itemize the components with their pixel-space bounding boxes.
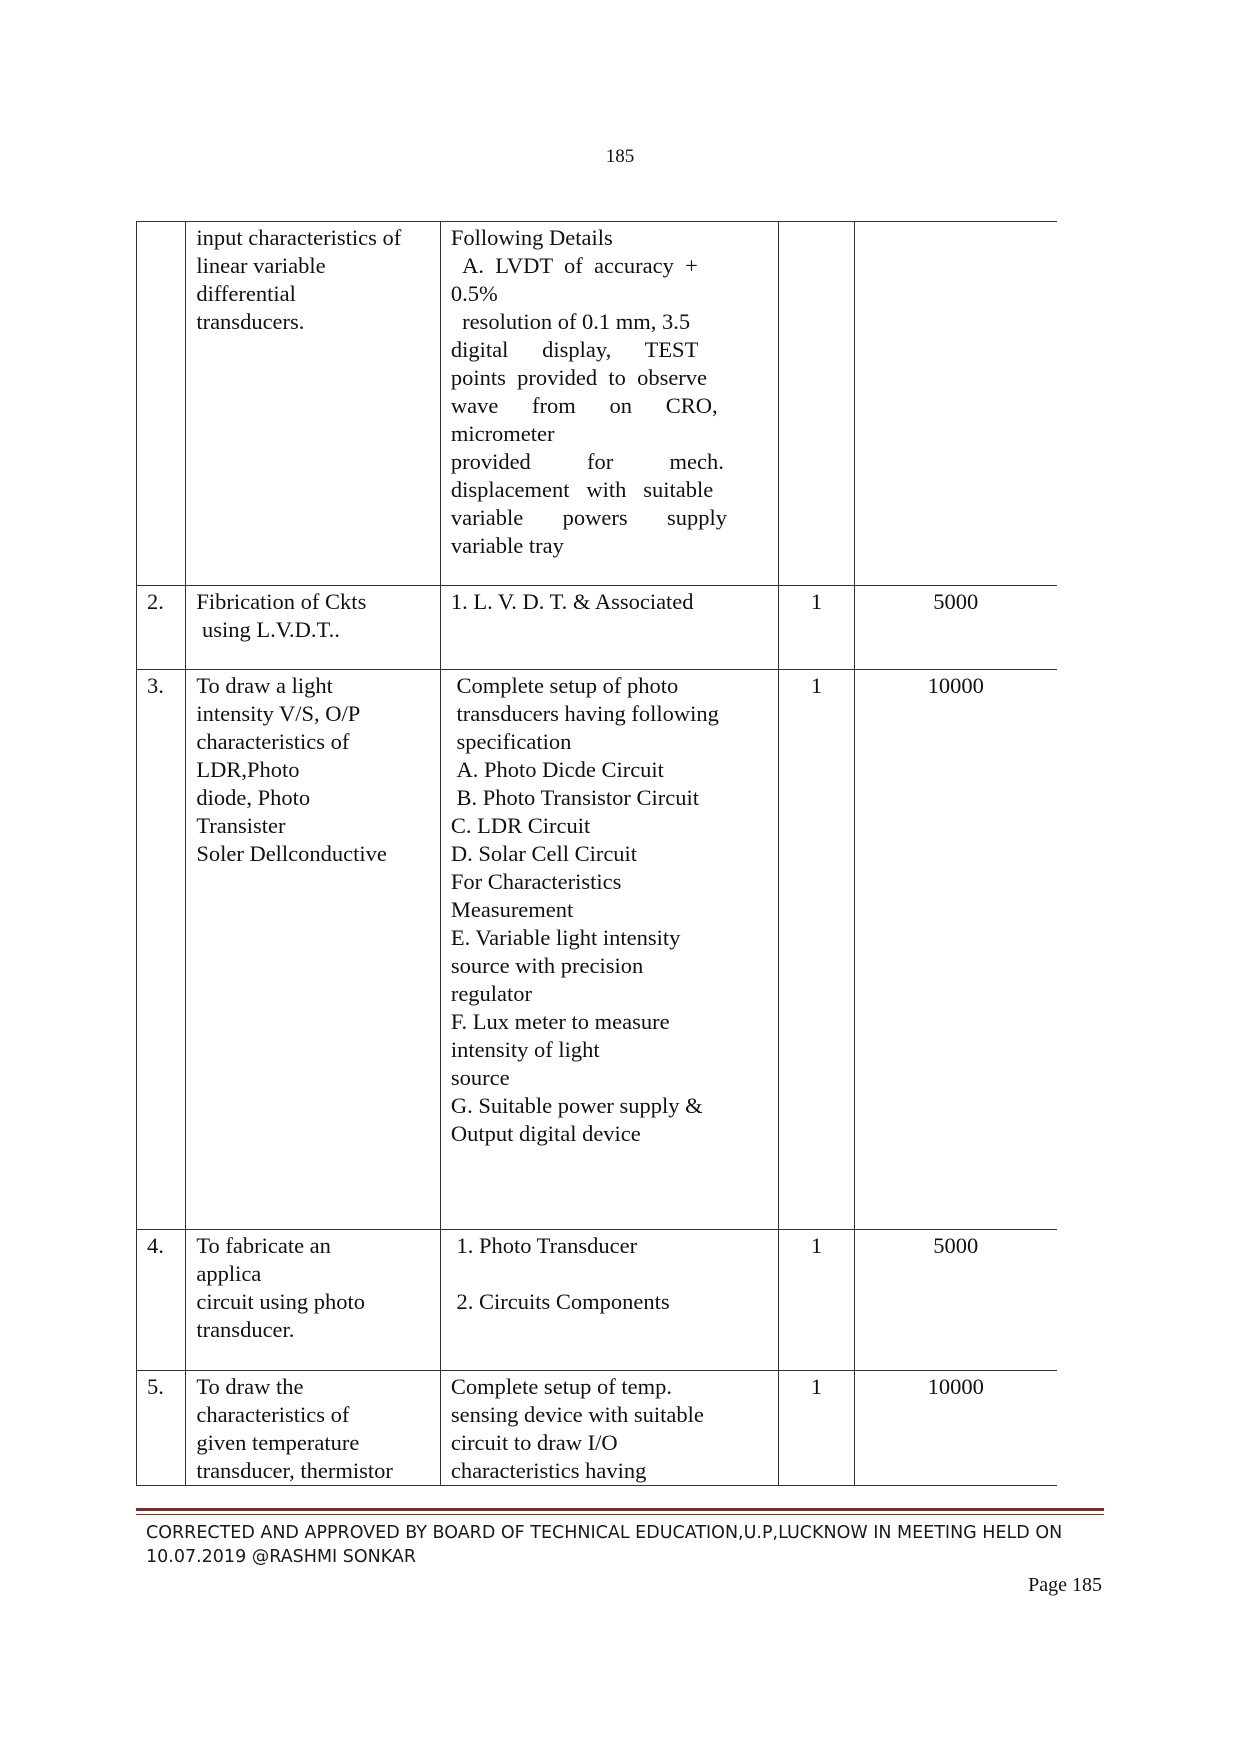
qty-cell: 1 [779, 586, 854, 670]
table-row [137, 1371, 1058, 1486]
qty-cell: 1 [779, 670, 854, 1230]
experiment-cell: To fabricate an applica circuit using photo transducer. [186, 1230, 441, 1371]
equipment-table [136, 221, 1057, 1486]
experiment-cell: To draw the characteristics of given temperature transducer, thermistor [186, 1371, 441, 1486]
qty-cell [779, 222, 854, 586]
table-row [137, 586, 1058, 670]
table-row [137, 670, 1058, 1230]
cost-cell [854, 222, 1057, 586]
equipment-cell: 1. L. V. D. T. & Associated [440, 586, 779, 670]
experiment-cell: To draw a light intensity V/S, O/P characteristics of LDR,Photo diode, Photo Transister Soler Dellconductive [186, 670, 441, 1230]
footer-divider-thin [136, 1514, 1104, 1515]
cost-cell: 5000 [854, 1230, 1057, 1371]
sno-cell [137, 222, 186, 586]
page-number-bottom: Page 185 [1028, 1574, 1102, 1596]
experiment-cell: Fibrication of Ckts using L.V.D.T.. [186, 586, 441, 670]
equipment-cell: Complete setup of photo transducers having following specification A. Photo Dicde Circuit B. Photo Transistor Circuit C. LDR Circuit D. Solar Cell Circuit For Characteristics Measurement E. Variable light intensity source with precision regulator F. Lux meter to measure intensity of light source G. Suitable power supply & Output digital device [440, 670, 779, 1230]
sno-cell: 3. [137, 670, 186, 1230]
equipment-cell: Following Details A. LVDT of accuracy + 0.5% resolution of 0.1 mm, 3.5 digital display, TEST points provided to observe wave from on CRO, micrometer provided for mech. displacement with suitable variable powers supply variable tray [440, 222, 779, 586]
table-row [137, 222, 1058, 586]
cost-cell: 5000 [854, 586, 1057, 670]
sno-cell: 5. [137, 1371, 186, 1486]
sno-cell: 2. [137, 586, 186, 670]
experiment-cell: input characteristics of linear variable differential transducers. [186, 222, 441, 586]
footer-note [146, 1521, 1106, 1569]
qty-cell: 1 [779, 1230, 854, 1371]
equipment-cell: 1. Photo Transducer 2. Circuits Components [440, 1230, 779, 1371]
table-row [137, 1230, 1058, 1371]
footer-line-1: CORRECTED AND APPROVED BY BOARD OF TECHNICAL EDUCATION,U.P,LUCKNOW IN MEETING HELD ON [146, 1523, 1063, 1543]
page-number-top: 185 [605, 146, 635, 167]
qty-cell: 1 [779, 1371, 854, 1486]
sno-cell: 4. [137, 1230, 186, 1371]
cost-cell: 10000 [854, 670, 1057, 1230]
equipment-cell: Complete setup of temp. sensing device with suitable circuit to draw I/O characteristics having [440, 1371, 779, 1486]
footer-line-2: 10.07.2019 @RASHMI SONKAR [146, 1547, 417, 1567]
footer-divider [136, 1508, 1104, 1511]
cost-cell: 10000 [854, 1371, 1057, 1486]
